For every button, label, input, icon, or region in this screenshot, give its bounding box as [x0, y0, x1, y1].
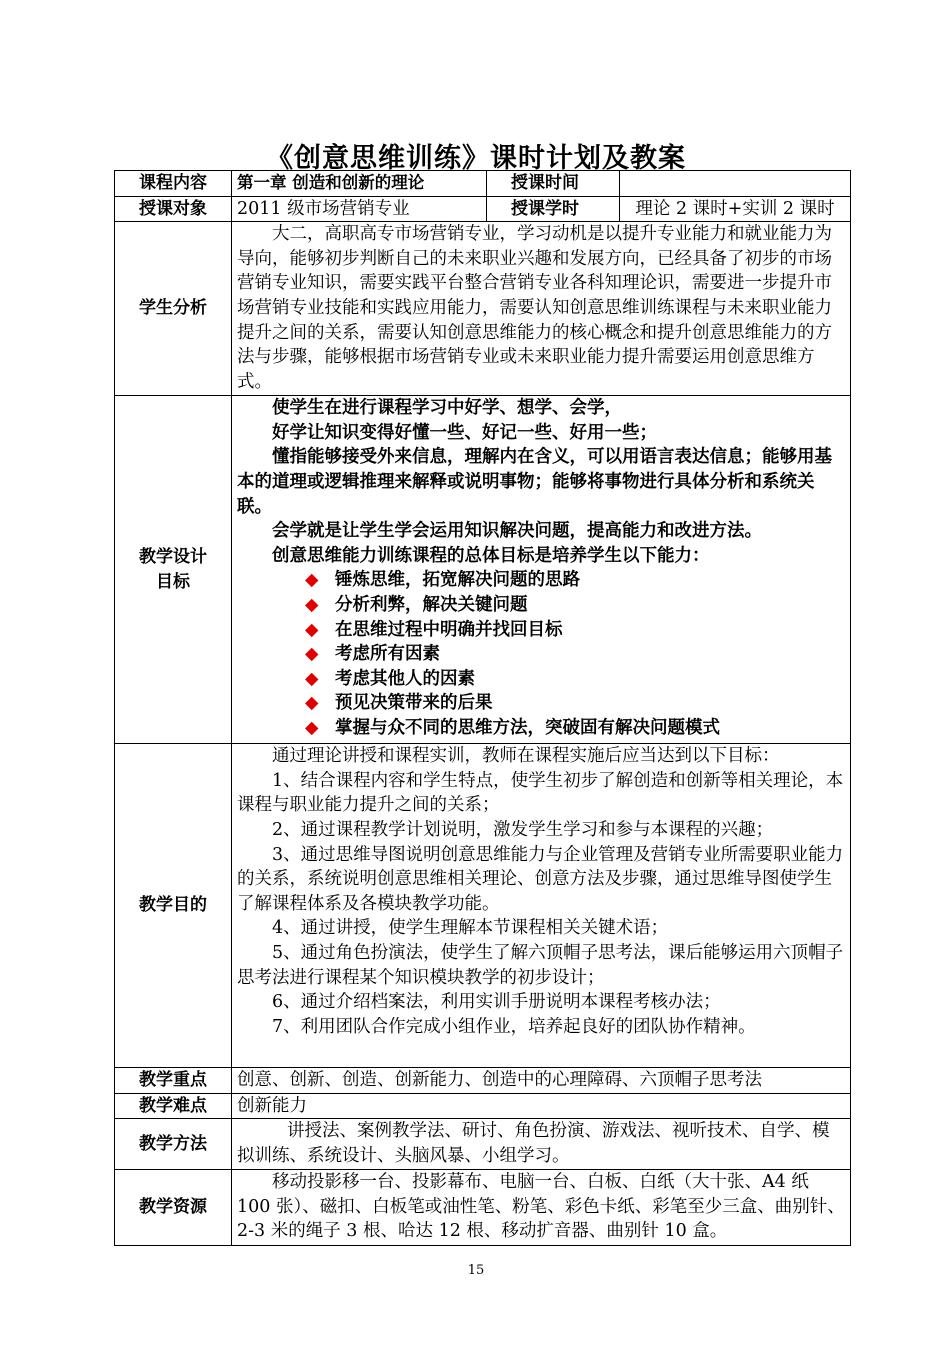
row-student-analysis: [115, 222, 851, 396]
focus-value: 创意、创新、创造、创新能力、创造中的心理障碍、六顶帽子思考法: [232, 1068, 851, 1094]
audience-value: 2011 级市场营销专业: [232, 196, 487, 222]
goal-bullet: [237, 691, 845, 716]
resources-value: 移动投影移一台、投影幕布、电脑一台、白板、白纸（大十张、A4 纸 100 张）、磁扣、白板笔或油性笔、粉笔、彩色卡纸、彩笔至少三盒、曲别针、2-3 米的绳子 3 根、哈达 12 根、移动扩音器、曲别针 10 盒。: [237, 1172, 845, 1242]
design-goals-cell: [232, 396, 851, 744]
row-audience: [115, 196, 851, 222]
diamond-icon: ◆: [305, 668, 319, 689]
course-content-value: 第一章 创造和创新的理论: [232, 171, 487, 197]
purpose-para: 5、通过角色扮演法，使学生了解六顶帽子思考法，课后能够运用六顶帽子思考法进行课程某个知识模块教学的初步设计；: [237, 942, 844, 988]
row-methods: [115, 1119, 851, 1169]
purpose-para: 4、通过讲授，使学生理解本节课程相关关键术语；: [272, 918, 669, 939]
goal-bullet: [237, 618, 845, 643]
document-title: 《创意思维训练》课时计划及教案: [266, 143, 686, 174]
goal-bullet-text: 分析利弊，解决关键问题: [335, 594, 528, 615]
diamond-icon: ◆: [305, 644, 319, 665]
goal-bullet: [237, 642, 845, 667]
diamond-icon: ◆: [305, 570, 319, 591]
label-difficulty: 教学难点: [115, 1093, 232, 1119]
label-resources: 教学资源: [115, 1169, 232, 1245]
goal-bullet: [237, 593, 845, 618]
methods-value: 讲授法、案例教学法、研讨、角色扮演、游戏法、视听技术、自学、模拟训练、系统设计、头脑风暴、小组学习。: [237, 1121, 830, 1166]
goal-bullet-text: 预见决策带来的后果: [335, 693, 493, 714]
purpose-para: 6、通过介绍档案法，利用实训手册说明本课程考核办法；: [272, 992, 721, 1013]
resources-cell: [232, 1169, 851, 1245]
goal-bullet-text: 掌握与众不同的思维方法，突破固有解决问题模式: [335, 717, 720, 738]
design-goal-para: 好学让知识变得好懂一些、好记一些、好用一些；: [272, 422, 657, 443]
goal-bullet-text: 锤炼思维，拓宽解决问题的思路: [335, 570, 580, 591]
purpose-para: 1、结合课程内容和学生特点，使学生初步了解创造和创新等相关理论，本课程与职业能力提升之间的关系；: [237, 770, 844, 816]
design-goal-para: 使学生在进行课程学习中好学、想学、会学，: [272, 398, 622, 419]
design-goal-para: 懂指能够接受外来信息，理解内在含义，可以用语言表达信息；能够用基本的道理或逻辑推理来解释或说明事物；能够将事物进行具体分析和系统关联。: [237, 447, 832, 517]
label-methods: 教学方法: [115, 1119, 232, 1169]
purpose-para: 2、通过课程教学计划说明，激发学生学习和参与本课程的兴趣；: [272, 819, 774, 840]
row-design-goals: [115, 396, 851, 744]
row-focus: [115, 1068, 851, 1094]
student-analysis-text: 大二，高职高专市场营销专业，学习动机是以提升专业能力和就业能力为导向，能够初步判断自己的未来职业兴趣和发展方向，已经具备了初步的市场营销专业知识，需要实践平台整合营销专业各科知理论识，需要进一步提升市场营销专业技能和实践应用能力，需要认知创意思维训练课程与未来职业能力提升之间的关系，需要认知创意思维能力的核心概念和提升创意思维能力的方法与步骤，能够根据市场营销专业或未来职业能力提升需要运用创意思维方式。: [237, 224, 832, 392]
label-audience: 授课对象: [115, 196, 232, 222]
row-difficulty: [115, 1093, 851, 1119]
lesson-plan-table: [114, 170, 851, 1246]
purpose-para: 3、通过思维导图说明创意思维能力与企业管理及营销专业所需要职业能力的关系，系统说明创意思维相关理论、创意方法及步骤，通过思维导图使学生了解课程体系及各模块教学功能。: [237, 844, 844, 914]
diamond-icon: ◆: [305, 619, 319, 640]
class-hours-value: 理论 2 课时+实训 2 课时: [620, 196, 851, 222]
goal-bullet-text: 考虑所有因素: [335, 644, 440, 665]
row-course-content: [115, 171, 851, 197]
row-resources: [115, 1169, 851, 1245]
label-class-hours: 授课学时: [487, 196, 620, 222]
goal-bullet: [237, 667, 845, 692]
row-teaching-purpose: [115, 744, 851, 1068]
purpose-para: 7、利用团队合作完成小组作业，培养起良好的团队协作精神。: [272, 1016, 756, 1037]
diamond-icon: ◆: [305, 693, 319, 714]
goal-bullet: [237, 716, 845, 741]
purpose-para: 通过理论讲授和课程实训，教师在课程实施后应当达到以下目标：: [272, 746, 780, 767]
diamond-icon: ◆: [305, 717, 319, 738]
teaching-time-value: [620, 171, 851, 197]
difficulty-value: 创新能力: [232, 1093, 851, 1119]
design-goal-para: 创意思维能力训练课程的总体目标是培养学生以下能力：: [272, 545, 710, 566]
label-focus: 教学重点: [115, 1068, 232, 1094]
diamond-icon: ◆: [305, 594, 319, 615]
label-design-goals: [115, 396, 232, 744]
label-design-goals-line2: 目标: [156, 571, 190, 592]
page-number: 15: [467, 1263, 485, 1278]
label-student-analysis: 学生分析: [115, 222, 232, 396]
label-teaching-time: 授课时间: [487, 171, 620, 197]
goal-bullet-text: 考虑其他人的因素: [335, 668, 475, 689]
label-course-content: 课程内容: [115, 171, 232, 197]
design-goal-para: 会学就是让学生学会运用知识解决问题，提高能力和改进方法。: [272, 521, 762, 542]
label-design-goals-line1: 教学设计: [139, 547, 207, 568]
goal-bullet-text: 在思维过程中明确并找回目标: [335, 619, 563, 640]
label-teaching-purpose: 教学目的: [115, 744, 232, 1068]
goal-bullet: [237, 568, 845, 593]
teaching-purpose-cell: [232, 744, 851, 1068]
student-analysis-cell: [232, 222, 851, 396]
methods-cell: [232, 1119, 851, 1169]
